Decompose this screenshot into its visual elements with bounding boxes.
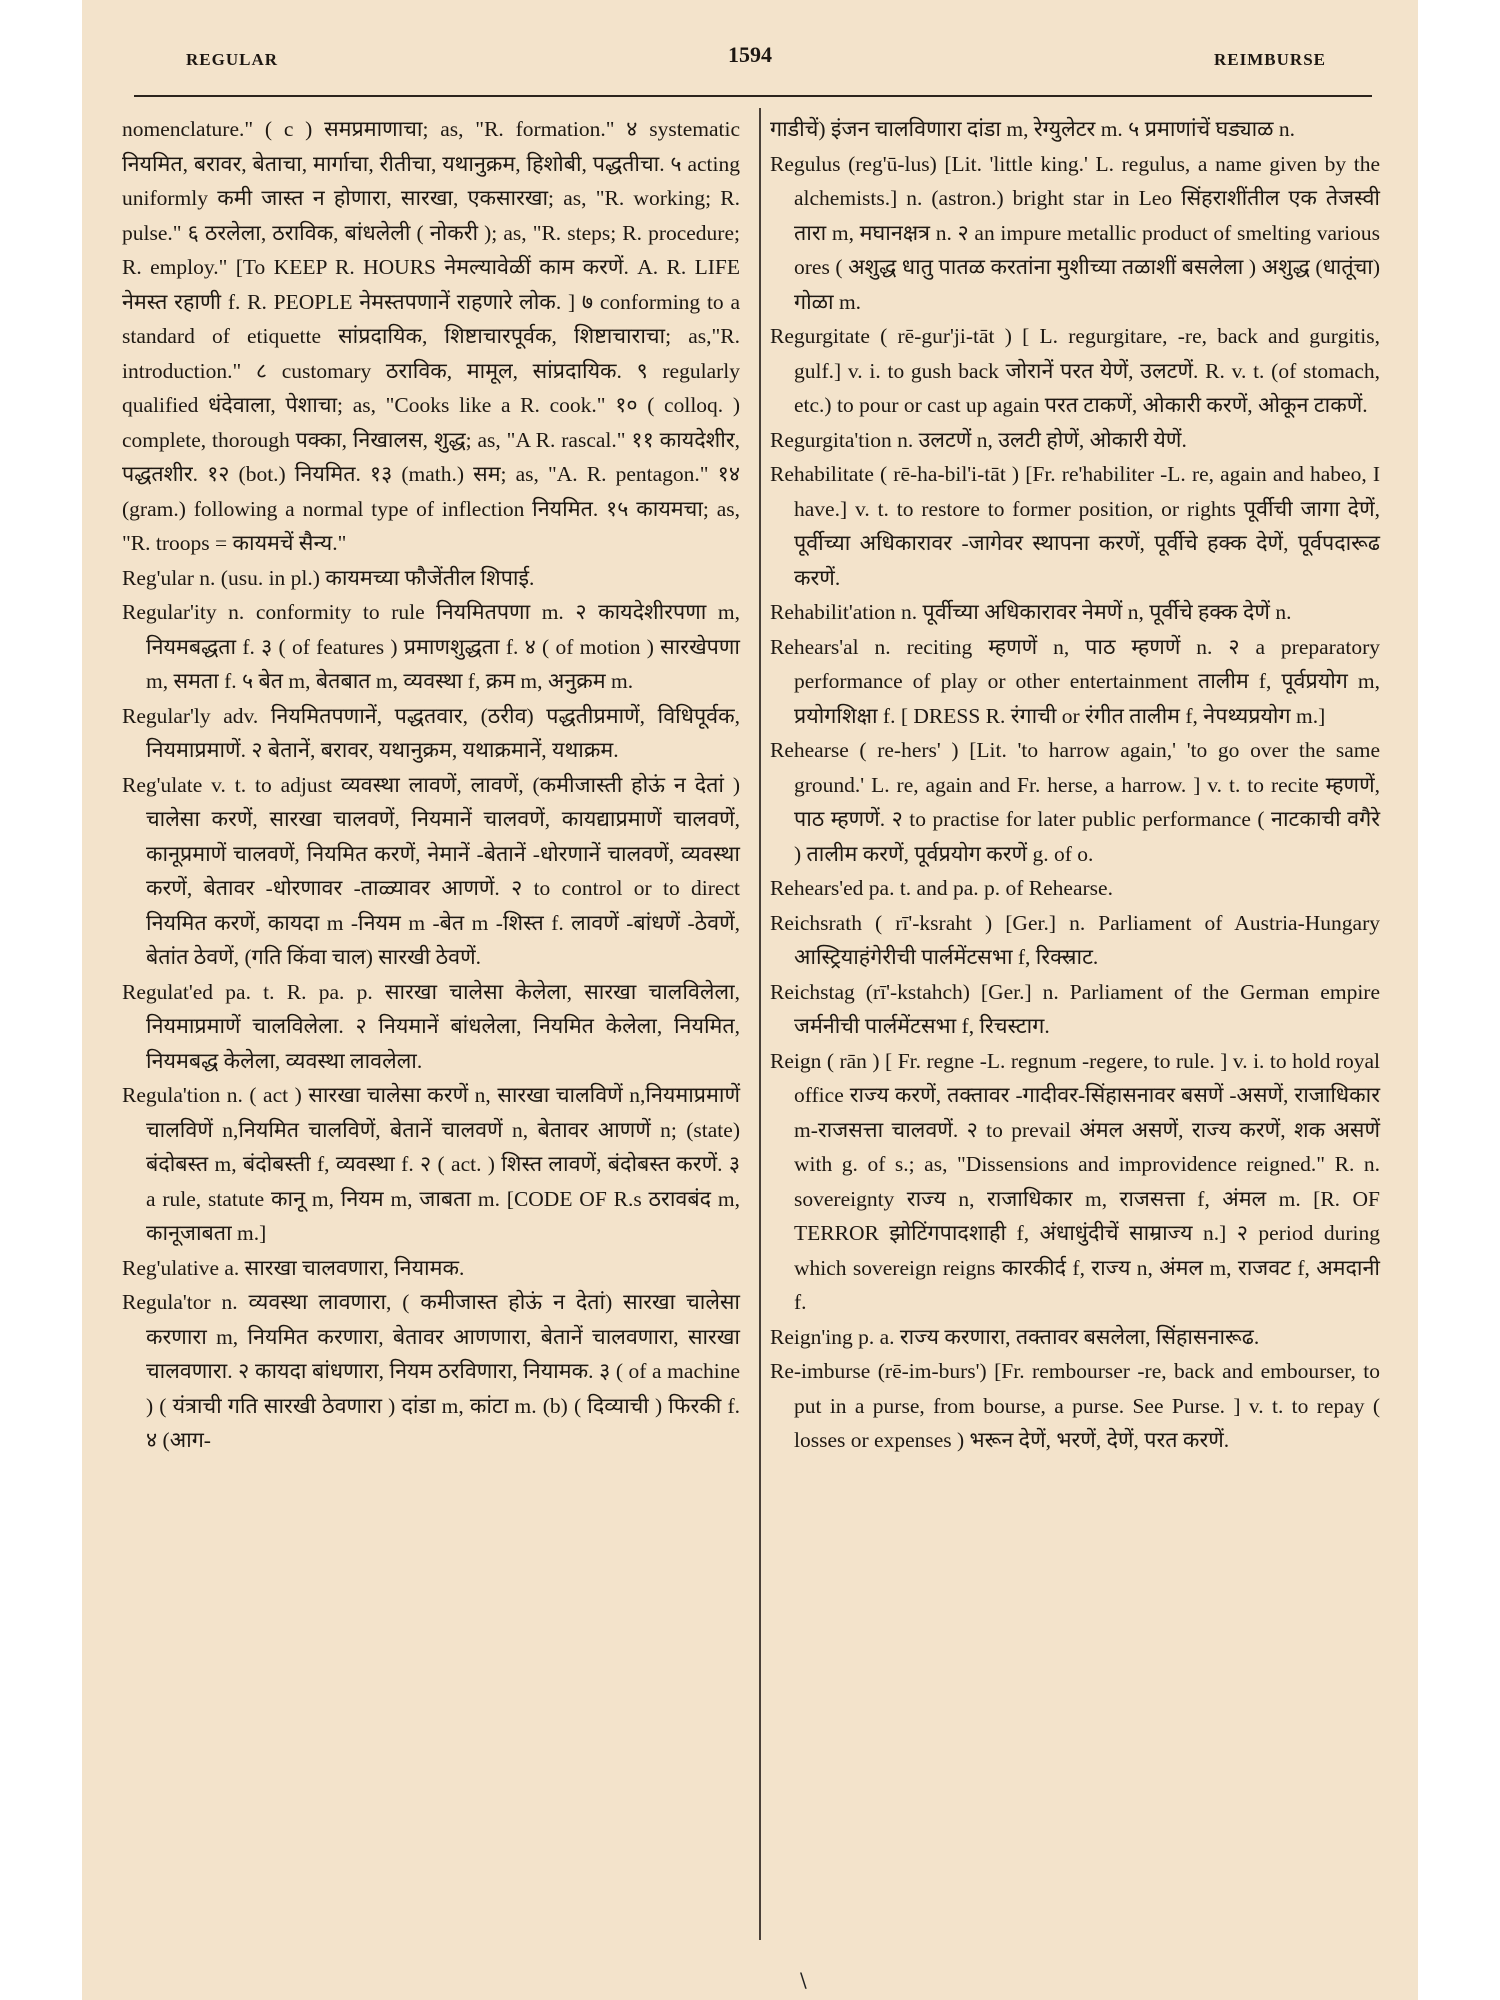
entry-regularly: Regular'ly adv. नियमितपणानें, पद्धतवार, (ठरीव) पद्धतीप्रमाणें, विधिपूर्वक, नियमाप्रमाणें. २ बेतानें, बरावर, यथानुक्रम, यथाक्रमानें, यथाक्रम. bbox=[122, 703, 740, 762]
entry-regular-noun: Reg'ular n. (usu. in pl.) कायमच्या फौजेंतील शिपाई. bbox=[122, 565, 535, 590]
entry-regulative: Reg'ulative a. सारखा चालवणारा, नियामक. bbox=[122, 1255, 465, 1280]
footer-mark: \ bbox=[800, 1968, 807, 1992]
entry-regurgitation: Regurgita'tion n. उलटणें n, उलटी होणें, ओकारी येणें. bbox=[770, 427, 1187, 452]
entry-regulate: Reg'ulate v. t. to adjust व्यवस्था लावणें, लावणें, (कमीजास्ती होऊं न देतां ) चालेसा करणें, सारखा चालवणें, नियमानें चालवणें, कायद्याप्रमाणें चालवणें, कानूप्रमाणें चालवणें, नियमित करणें, नेमानें -बेतानें -धोरणानें चालवणें, व्यवस्था करणें, बेतावर -धोरणावर -ताळ्यावर आणणें. २ to control or to direct नियमित करणें, कायदा m -नियम m -बेत m -शिस्त f. लावणें -बांधणें -ठेवणें, बेतांत ठेवणें, (गति किंवा चाल) सारखी ठेवणें. bbox=[122, 772, 740, 969]
entry-reichstag: Reichstag (rī'-kstahch) [Ger.] n. Parliament of the German empire जर्मनीची पार्लमेंटसभा f, रिचस्टाग. bbox=[770, 979, 1380, 1038]
right-column bbox=[770, 112, 1380, 1458]
entry-reimburse: Re-imburse (rē-im-burs') [Fr. rembourser -re, back and embourser, to put in a purse, from bourse, a purse. See Purse. ] v. t. to repay ( losses or expenses ) भरून देणें, भरणें, देणें, परत करणें. bbox=[770, 1359, 1380, 1452]
entry-rehabilitate: Rehabilitate ( rē-ha-bil'i-tāt ) [Fr. re'habiliter -L. re, again and habeo, I have.] v. t. to restore to former position, or rights पूर्वीची जागा देणें, पूर्वीच्या अधिकारावर -जागेवर स्थापना करणें, पूर्वीचे हक्क देणें, पूर्वपदारूढ करणें. bbox=[770, 462, 1380, 590]
entry-rehearsal: Rehears'al n. reciting म्हणणें n, पाठ म्हणणें n. २ a preparatory performance of play or other entertainment तालीम f, पूर्वप्रयोग m, प्रयोगशिक्षा f. [ DRESS R. रंगाची or रंगीत तालीम f, नेपथ्यप्रयोग m.] bbox=[770, 634, 1380, 728]
entry-regurgitate: Regurgitate ( rē-gur'ji-tāt ) [ L. regurgitare, -re, back and gurgitis, gulf.] v. i. to gush back जोरानें परत येणें, उलटणें. R. v. t. (of stomach, etc.) to pour or cast up again परत टाकणें, ओकारी करणें, ओकून टाकणें. bbox=[770, 324, 1380, 417]
header-last-word: REIMBURSE bbox=[1214, 50, 1326, 69]
header-first-word: REGULAR bbox=[186, 50, 279, 69]
dictionary-page bbox=[82, 0, 1418, 2000]
entry-regulated: Regulat'ed pa. t. R. pa. p. सारखा चालेसा केलेला, सारखा चालविलेला, नियमाप्रमाणें चालविलेला. २ नियमानें बांधलेला, नियमित केलेला, नियमित, नियमबद्ध केलेला, व्यवस्था लावलेला. bbox=[122, 979, 740, 1073]
entry-regulator-continued: गाडीचें) इंजन चालविणारा दांडा m, रेग्युलेटर m. ५ प्रमाणांचें घड्याळ n. bbox=[770, 117, 1296, 141]
page-number: 1594 bbox=[728, 42, 772, 67]
entry-regulus: Regulus (reg'ū-lus) [Lit. 'little king.' L. regulus, a name given by the alchemists.] n. (astron.) bright star in Leo सिंहराशींतील एक तेजस्वी तारा m, मघानक्षत्र n. २ an impure metallic product of smelting various ores ( अशुद्ध धातु पातळ करतांना मुशीच्या तळाशीं बसलेला ) अशुद्ध (धातूंचा) गोळा m. bbox=[770, 151, 1380, 314]
column-divider bbox=[759, 108, 761, 1940]
entry-reigning: Reign'ing p. a. राज्य करणारा, तक्तावर बसलेला, सिंहासनारूढ. bbox=[770, 1324, 1260, 1349]
entry-regular-continued: nomenclature." ( c ) समप्रमाणाचा; as, "R. formation." ४ systematic नियमित, बरावर, बेताचा, मार्गाचा, रीतीचा, यथानुक्रम, हिशोबी, पद्धतीचा. ५ acting uniformly कमी जास्त न होणारा, सारखा, एकसारखा; as, "R. working; R. pulse." ६ ठरलेला, ठराविक, बांधलेली ( नोकरी ); as, "R. steps; R. procedure; R. employ." [To KEEP R. HOURS नेमल्यावेळीं काम करणें. A. R. LIFE नेमस्त रहाणी f. R. PEOPLE नेमस्तपणानें राहणारे लोक. ] ७ conforming to a standard of etiquette सांप्रदायिक, शिष्टाचारपूर्वक, शिष्टाचाराचा; as,"R. introduction." ८ customary ठराविक, मामूल, सांप्रदायिक. ९ regularly qualified धंदेवाला, पेशाचा; as, "Cooks like a R. cook." १० ( colloq. ) complete, thorough पक्का, निखालस, शुद्ध; as, "A R. rascal." ११ कायदेशीर, पद्धतशीर. १२ (bot.) नियमित. १३ (math.) सम; as, "A. R. pentagon." १४ (gram.) following a normal type of inflection नियमित. १५ कायमचा; as, "R. troops = कायमचें सैन्य." bbox=[122, 117, 740, 555]
page-header bbox=[142, 42, 1358, 78]
header-rule bbox=[134, 95, 1372, 97]
entry-regulation: Regula'tion n. ( act ) सारखा चालेसा करणें n, सारखा चालविणें n,नियमाप्रमाणें चालविणें n,नियमित चालविणें, बेतानें चालवणें n, बेतावर आणणें n; (state) बंदोबस्त m, बंदोबस्ती f, व्यवस्था f. २ ( act. ) शिस्त लावणें, बंदोबस्त करणें. ३ a rule, statute कानू m, नियम m, जाबता m. [CODE OF R.s ठरावबंद m, कानूजाबता m.] bbox=[122, 1083, 740, 1245]
entry-regularity: Regular'ity n. conformity to rule नियमितपणा m. २ कायदेशीरपणा m, नियमबद्धता f. ३ ( of features ) प्रमाणशुद्धता f. ४ ( of motion ) सारखेपणा m, समता f. ५ बेत m, बेतबात m, व्यवस्था f, क्रम m, अनुक्रम m. bbox=[122, 600, 740, 693]
entry-reign: Reign ( rān ) [ Fr. regne -L. regnum -regere, to rule. ] v. i. to hold royal office राज्य करणें, तक्तावर -गादीवर-सिंहासनावर बसणें -असणें, राजाधिकार m-राजसत्ता चालवणें. २ to prevail अंमल असणें, राज्य करणें, शक असणें with g. of s.; as, "Dissensions and improvidence reigned." R. n. sovereignty राज्य n, राजाधिकार m, राजसत्ता f, अंमल m. [R. OF TERROR झोटिंगपादशाही f, अंधाधुंदीचें साम्राज्य n.] २ period during which sovereign reigns कारकीर्द f, राज्य n, अंमल m, राजवट f, अमदानी f. bbox=[770, 1048, 1380, 1314]
entry-rehearse: Rehearse ( re-hers' ) [Lit. 'to harrow again,' 'to go over the same ground.' L. re, again and Fr. herse, a harrow. ] v. t. to recite म्हणणें, पाठ म्हणणें. २ to practise for later public performance ( नाटकाची वगैरे ) तालीम करणें, पूर्वप्रयोग करणें g. of o. bbox=[770, 738, 1380, 866]
entry-rehabilitation: Rehabilit'ation n. पूर्वीच्या अधिकारावर नेमणें n, पूर्वीचे हक्क देणें n. bbox=[770, 600, 1292, 624]
left-column bbox=[122, 112, 740, 1458]
entry-rehearsed: Rehears'ed pa. t. and pa. p. of Rehearse. bbox=[770, 876, 1113, 900]
entry-regulator: Regula'tor n. व्यवस्था लावणारा, ( कमीजास्त होऊं न देतां) सारखा चालेसा करणारा m, नियमित करणारा, बेतावर आणणारा, बेतानें चालवणारा, सारखा चालवणारा. २ कायदा बांधणारा, नियम ठरविणारा, नियामक. ३ ( of a machine ) ( यंत्राची गति सारखी ठेवणारा ) दांडा m, कांटा m. (b) ( दिव्याची ) फिरकी f. ४ (आग- bbox=[122, 1290, 740, 1452]
entry-reichsrath: Reichsrath ( rī'-ksraht ) [Ger.] n. Parliament of Austria-Hungary आस्ट्रियाहंगेरीची पार्लमेंटसभा f, रिक्स्राट. bbox=[770, 910, 1380, 969]
